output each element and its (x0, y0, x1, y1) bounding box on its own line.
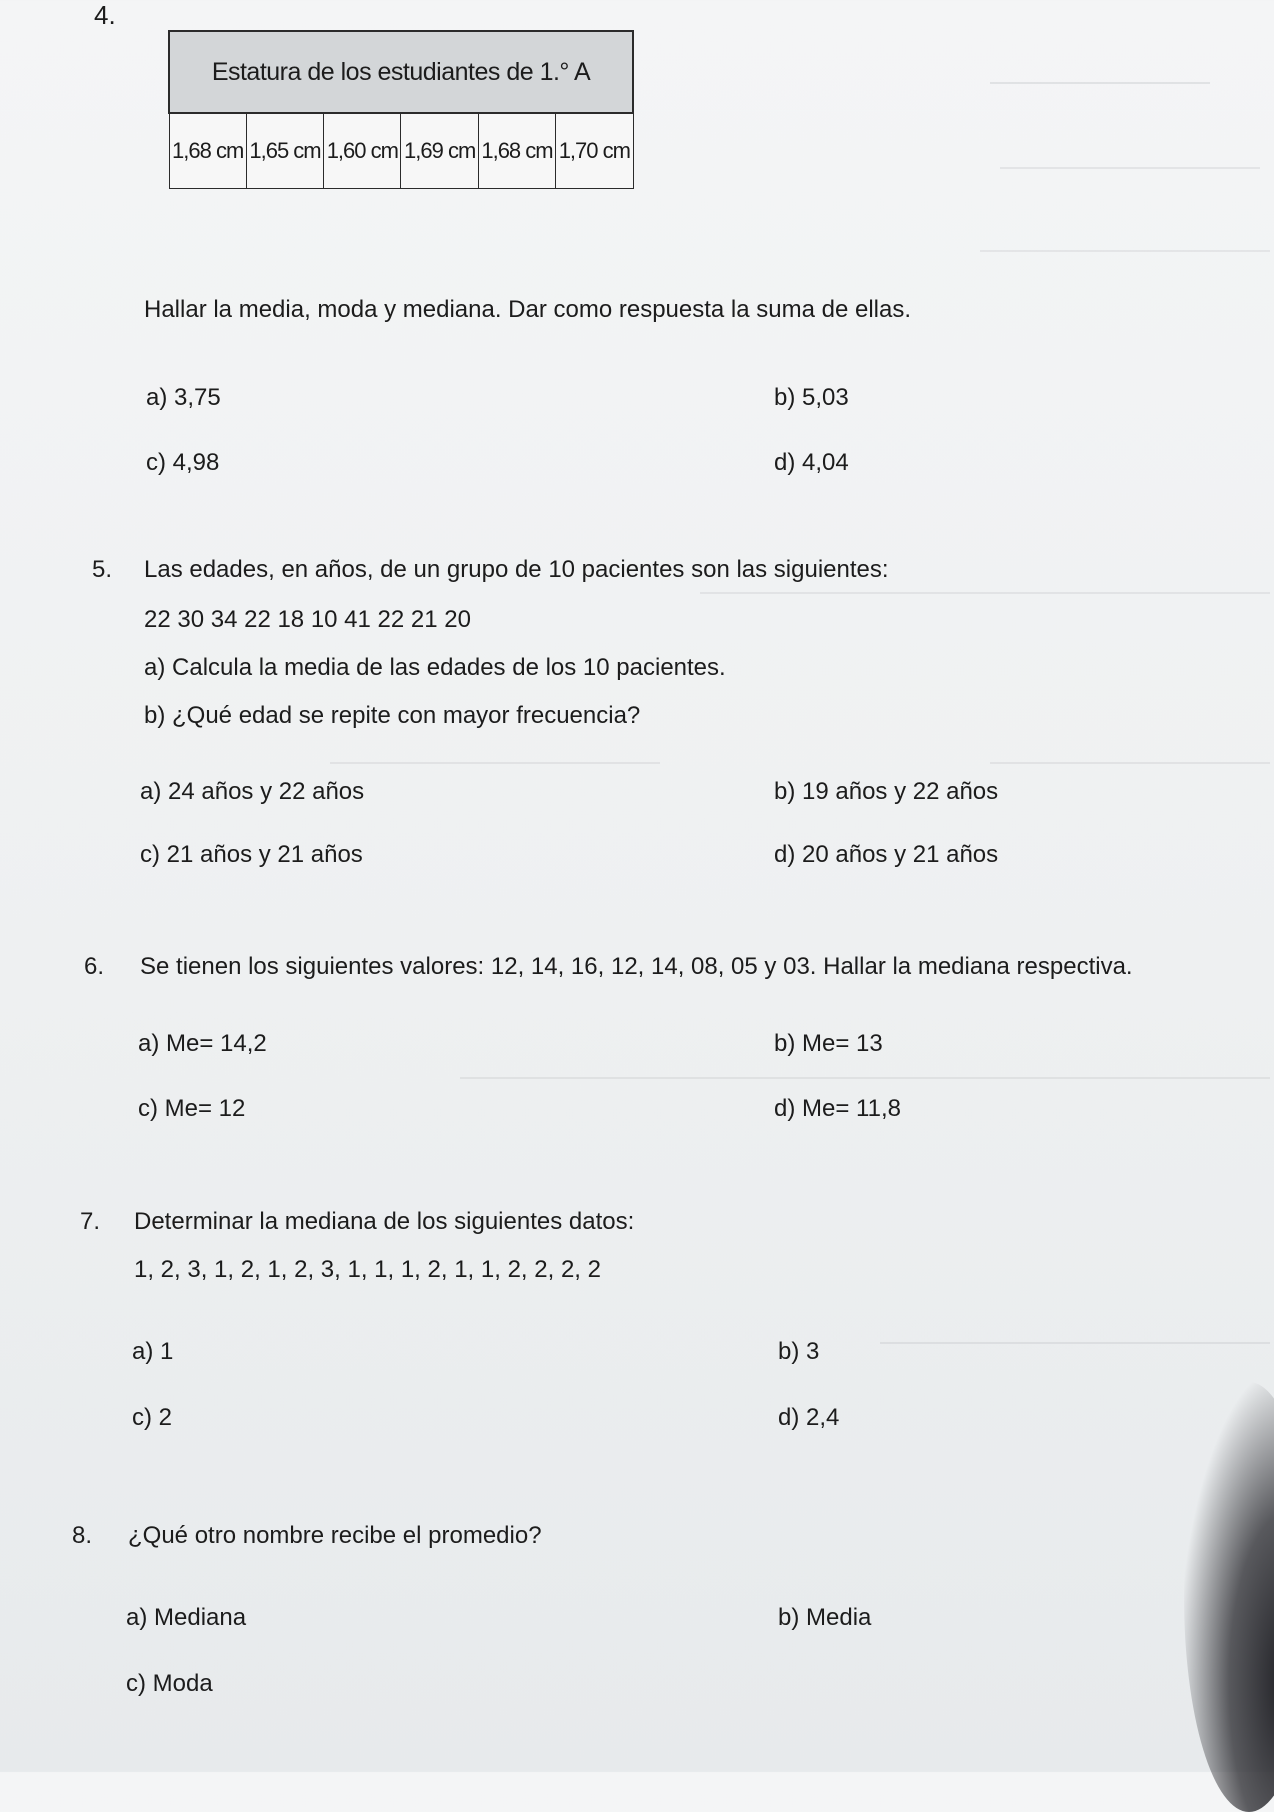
question-5-number: 5. (92, 556, 113, 583)
heights-table-row (169, 113, 633, 189)
question-5-part-b: b) ¿Qué edad se repite con mayor frecuencia? (144, 702, 641, 729)
question-4-number: 4. (94, 0, 116, 30)
height-cell: 1,68 cm (478, 113, 555, 189)
q8-option-c[interactable]: c) Moda (126, 1670, 213, 1697)
q5-option-c[interactable]: c) 21 años y 21 años (140, 841, 363, 868)
question-5-data: 22 30 34 22 18 10 41 22 21 20 (144, 606, 471, 633)
question-6-text: Se tienen los siguientes valores: 12, 14, 16, 12, 14, 08, 05 y 03. Hallar la mediana respectiva. (140, 953, 1133, 980)
question-7-data: 1, 2, 3, 1, 2, 1, 2, 3, 1, 1, 1, 2, 1, 1, 2, 2, 2, 2 (134, 1256, 601, 1283)
question-7-text: Determinar la mediana de los siguientes datos: (134, 1208, 635, 1235)
q7-option-d[interactable]: d) 2,4 (778, 1404, 840, 1431)
q6-option-c[interactable]: c) Me= 12 (138, 1095, 246, 1122)
q8-option-a[interactable]: a) Mediana (126, 1604, 247, 1631)
bleed-through-mark (330, 740, 660, 764)
question-5-text: Las edades, en años, de un grupo de 10 pacientes son las siguientes: (144, 556, 889, 583)
q4-option-c[interactable]: c) 4,98 (146, 449, 220, 476)
question-5-part-a: a) Calcula la media de las edades de los 10 pacientes. (144, 654, 726, 681)
height-cell: 1,70 cm (556, 113, 633, 189)
q6-option-d[interactable]: d) Me= 11,8 (774, 1095, 901, 1122)
q8-option-b[interactable]: b) Media (778, 1604, 872, 1631)
q7-option-a[interactable]: a) 1 (132, 1338, 174, 1365)
q5-option-b[interactable]: b) 19 años y 22 años (774, 778, 999, 805)
height-cell: 1,60 cm (324, 113, 401, 189)
q4-option-b[interactable]: b) 5,03 (774, 384, 849, 411)
height-cell: 1,68 cm (169, 113, 246, 189)
q7-option-b[interactable]: b) 3 (778, 1338, 820, 1365)
question-6-number: 6. (84, 953, 105, 980)
q5-option-a[interactable]: a) 24 años y 22 años (140, 778, 365, 805)
heights-table (168, 30, 634, 189)
bleed-through-mark (990, 60, 1210, 84)
bleed-through-mark (990, 740, 1270, 764)
height-cell: 1,65 cm (246, 113, 323, 189)
question-4-text: Hallar la media, moda y mediana. Dar como respuesta la suma de ellas. (144, 296, 912, 323)
question-8-number: 8. (72, 1522, 93, 1549)
q6-option-b[interactable]: b) Me= 13 (774, 1030, 883, 1057)
q4-option-d[interactable]: d) 4,04 (774, 449, 849, 476)
bleed-through-mark (460, 1055, 1270, 1079)
question-7-number: 7. (80, 1208, 101, 1235)
q7-option-c[interactable]: c) 2 (132, 1404, 173, 1431)
bleed-through-mark (1000, 145, 1260, 169)
q5-option-d[interactable]: d) 20 años y 21 años (774, 841, 999, 868)
question-8-text: ¿Qué otro nombre recibe el promedio? (128, 1522, 542, 1549)
bleed-through-mark (980, 228, 1270, 252)
height-cell: 1,69 cm (401, 113, 478, 189)
q6-option-a[interactable]: a) Me= 14,2 (138, 1030, 267, 1057)
q4-option-a[interactable]: a) 3,75 (146, 384, 221, 411)
photo-shadow (1184, 1382, 1274, 1812)
bleed-through-mark (880, 1320, 1270, 1344)
heights-table-title: Estatura de los estudiantes de 1.° A (169, 31, 633, 113)
